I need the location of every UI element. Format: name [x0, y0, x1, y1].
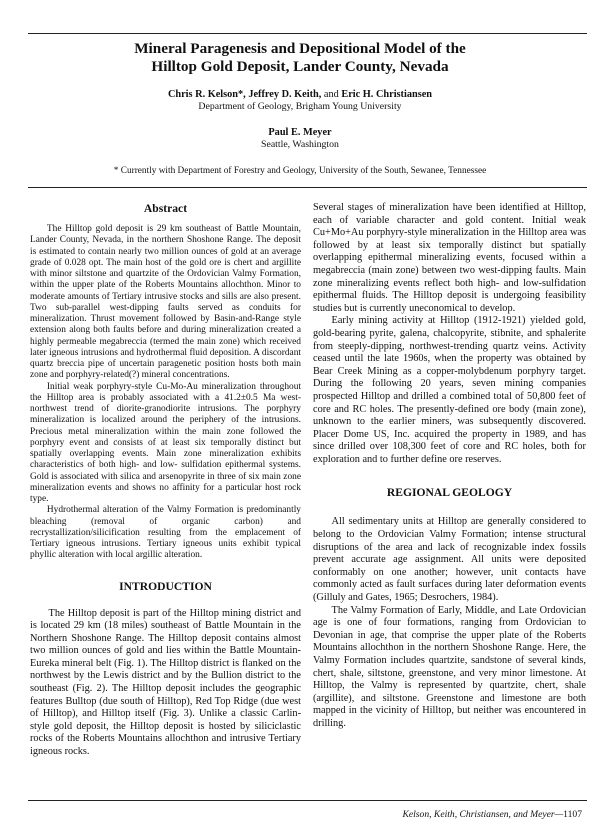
abstract-paragraph: The Hilltop gold deposit is 29 km southeast of Battle Mountain, Lander County, Nevada, in the northern Shoshone Range. The deposit is estimated to contain nearly two million ounces of gold at an average grade of 0.028 opt. The main host of the gold ore is chert and argillite with minor siltstone and quartzite of the Ordovician Valmy Formation, within the upper plate of the Roberts Mountains allochthon. Minor to moderate amounts of Tertiary intrusive stocks and sills are also present. Two sub-parallel west-dipping faults served as conduits for mineralization. Thrust movement followed by Basin-and-Range style extension along both faults before and during mineralization created a highly permeable megabreccia (termed the main zone) which received later igneous intrusions and hydrothermal fluid deposition. A discordant quartz breccia pipe of uncertain paragenetic position hosts both main zone and porphyry-related(?) mineral concentrations.: [30, 224, 301, 381]
introduction-body: [30, 608, 301, 759]
title-line-2: Hilltop Gold Deposit, Lander County, Nevada: [151, 58, 449, 75]
regional-paragraph: The Valmy Formation of Early, Middle, and Late Ordovician age is one of four formations, ranging from Ordovician to Devonian in age, that comprise the upper plate of the Roberts Mountains allochthon in the northern Shoshone Range. Here, the Valmy Formation includes quartzite, sandstone of several kinds, chert, shale, siltstone, greenstone, and very minor limestone. At Hilltop, the Valmy is represented by quartzite, chert, shale (argillite), and siltstone. Greenstone and limestone are both mapped in the vicinity of Hilltop, but neither was encountered in drilling.: [313, 604, 586, 729]
authors-main: Chris R. Kelson*, Jeffrey D. Keith,: [167, 89, 322, 100]
author-list: [0, 88, 600, 101]
title-line-1: Mineral Paragenesis and Depositional Model of the: [134, 40, 466, 57]
top-rule: [28, 33, 587, 34]
authors-and: and: [321, 89, 342, 100]
abstract-heading: Abstract: [143, 202, 188, 215]
body-paragraph: Several stages of mineralization have been identified at Hilltop, each of variable character and gold content. Initial weak Cu+Mo+Au porphyry-style mineralization in the Hilltop area was followed by at least six temporally distinct but spatially overlapping epithermal mineralizing events, focused within a megabreccia (main zone) between two west-dipping faults. Main zone mineralizing events reflect both high- and low-sulfidation epithermal fluids. The Hilltop deposit is undergoing feasibility studies but is currently uneconomical to develop.: [313, 202, 586, 314]
running-head: Kelson, Keith, Christiansen, and Meyer: [402, 809, 555, 820]
affiliation-1: Department of Geology, Brigham Young University: [198, 101, 402, 112]
footer-dash: —: [554, 809, 564, 820]
abstract-paragraph: Initial weak porphyry-style Cu-Mo-Au mineralization throughout the Hilltop area is probably associated with a 41.2±0.5 Ma west-northwest trend of diorite-granodiorite intrusions. The porphyry mineralization is localized around the periphery of the intrusions. Precious metal mineralization within the main zone followed the porphyry event and consists of at least six temporally distinct but spatially overlapping events. Main zone mineralization exhibits characteristics of both high- and low- sulfidation epithermal systems. Gold is associated with silica and arsenopyrite in three of six main zone mineralization events and shows no affinity for a particular host rock type.: [30, 381, 301, 504]
introduction-heading: INTRODUCTION: [119, 579, 212, 593]
author-2: [0, 126, 600, 139]
right-column: [313, 202, 586, 731]
affiliation-2: Seattle, Washington: [261, 139, 339, 150]
paper-title: [0, 40, 600, 76]
page-footer: [402, 809, 582, 820]
regional-geology-heading: REGIONAL GEOLOGY: [386, 486, 513, 500]
body-paragraph: Early mining activity at Hilltop (1912-1921) yielded gold, gold-bearing pyrite, galena, chalcopyrite, stibnite, and sphalerite from steeply-dipping, northwest-trending quartz veins. Activity ceased until the late 1960s, when the property was obtained by Bear Creek Mining as a copper-molybdenum porphyry target. During the following 20 years, seven mining companies prospected Hilltop and drilled a combined total of 50,800 feet of core and RC holes. The presently-defined ore body (main zone), unknown to the earlier miners, was subsequently discovered. Placer Dome US, Inc. acquired the property in 1989, and has since drilled over 108,300 feet of core and RC holes, both for exploration and to further define ore reserves.: [313, 315, 586, 465]
authors-last: Eric H. Christiansen: [341, 89, 433, 100]
abstract-paragraph: Hydrothermal alteration of the Valmy Formation is predominantly bleaching (removal of organic carbon) and recrystallization/silicification resulting from the emplacement of Tertiary igneous intrusions. Tertiary igneous units exhibit typical phyllic alteration with local argillic alteration.: [30, 505, 301, 561]
header-rule: [28, 187, 587, 188]
footer-rule: [28, 800, 587, 801]
author-2-name: Paul E. Meyer: [268, 127, 332, 138]
left-column: [30, 202, 301, 759]
regional-paragraph: All sedimentary units at Hilltop are generally considered to belong to the Ordovician Valmy Formation; intense structural disruptions of the area and lack of recognizable index fossils prevent accurate age assignment. All units were deposited conformably on one another; however, unit contacts have commonly acted as fault surfaces during later deformation events (Gilluly and Gates, 1965; Desrochers, 1984).: [313, 516, 586, 604]
author-footnote: * Currently with Department of Forestry and Geology, University of the South, Sewanee, Tennessee: [113, 166, 487, 176]
page-number: 1107: [563, 809, 582, 820]
introduction-paragraph: The Hilltop deposit is part of the Hilltop mining district and is located 29 km (18 miles) southeast of Battle Mountain in the Northern Shoshone Range. The Hilltop deposit contains almost two million ounces of gold and lies within the Battle Mountain-Eureka mineral belt (Fig. 1). The Hilltop district is flanked on the northwest by the Lewis district and by the Bullion district to the southeast (Fig. 2). The Hilltop deposit includes the geographic features Bulltop (due south of Hilltop), Red Top Ridge (due west of Hilltop), and Hilltop itself (Fig. 3). Unlike a classic Carlin-style gold deposit, the Hilltop deposit is hosted by siliciclastic rocks of the Roberts Mountains allochthon and intrusive Tertiary igneous rocks.: [30, 607, 301, 758]
